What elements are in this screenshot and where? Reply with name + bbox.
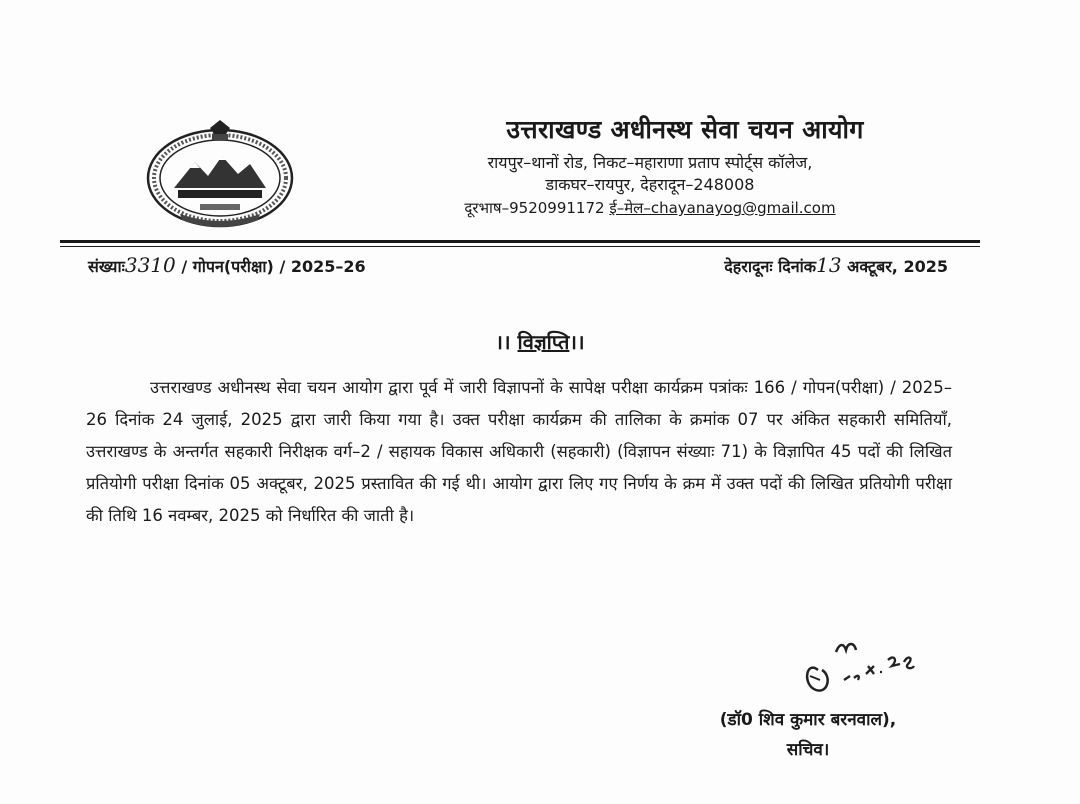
reference-handwritten-number: 3310: [124, 253, 176, 277]
header-divider-thin: [60, 246, 980, 247]
letterhead: [360, 112, 940, 218]
phone-number: दूरभाष–9520991172: [464, 199, 605, 217]
commission-seal-icon: [140, 118, 300, 230]
address-line-2: डाकघर–रायपुर, देहरादून–248008: [545, 175, 755, 194]
date-rest: अक्टूबर, 2025: [841, 257, 948, 276]
date-prefix: देहरादूनः दिनांक: [724, 257, 817, 276]
header-divider: [60, 240, 980, 243]
handwritten-date-day: 13: [816, 253, 842, 277]
title-bars-right: ।।: [569, 330, 585, 354]
title-bars-left: ।।: [495, 330, 518, 354]
reference-prefix: संख्याः: [88, 257, 125, 276]
reference-line: [88, 253, 948, 277]
title-word: विज्ञप्ति: [517, 330, 570, 354]
handwritten-signature-icon: [788, 630, 948, 700]
signatory-name: (डॉ0 शिव कुमार बरनवाल),: [719, 710, 897, 730]
signatory-designation: सचिव।: [786, 740, 830, 760]
email-address: ई–मेल–chayanayog@gmail.com: [609, 199, 836, 217]
organization-name: उत्तराखण्ड अधीनस्थ सेवा चयन आयोग: [506, 115, 864, 144]
reference-suffix: / गोपन(परीक्षा) / 2025–26: [175, 257, 366, 276]
address-line-1: रायपुर–थानों रोड, निकट–महाराणा प्रताप स्पोर्ट्स कॉलेज,: [487, 153, 813, 172]
reference-number: [88, 253, 366, 277]
signatory-block: [658, 705, 958, 765]
notice-body: उत्तराखण्ड अधीनस्थ सेवा चयन आयोग द्वारा पूर्व में जारी विज्ञापनों के सापेक्ष परीक्षा कार्यक्रम पत्रांकः 166 / गोपन(परीक्षा) / 2025–26 दिनांक 24 जुलाई, 2025 द्वारा जारी किया गया है। उक्त परीक्षा कार्यक्रम की तालिका के क्रमांक 07 पर अंकित सहकारी समितियाँ, उत्तराखण्ड के अन्तर्गत सहकारी निरीक्षक वर्ग–2 / सहायक विकास अधिकारी (सहकारी) (विज्ञापन संख्याः 71) के विज्ञापित 45 पदों की लिखित प्रतियोगी परीक्षा दिनांक 05 अक्टूबर, 2025 प्रस्तावित की गई थी। आयोग द्वारा लिए गए निर्णय के क्रम में उक्त पदों की लिखित प्रतियोगी परीक्षा की तिथि 16 नवम्बर, 2025 को निर्धारित की जाती है।: [86, 378, 952, 525]
contact-line: [360, 198, 940, 218]
notice-title: [0, 328, 1080, 355]
place-and-date: [724, 253, 948, 277]
